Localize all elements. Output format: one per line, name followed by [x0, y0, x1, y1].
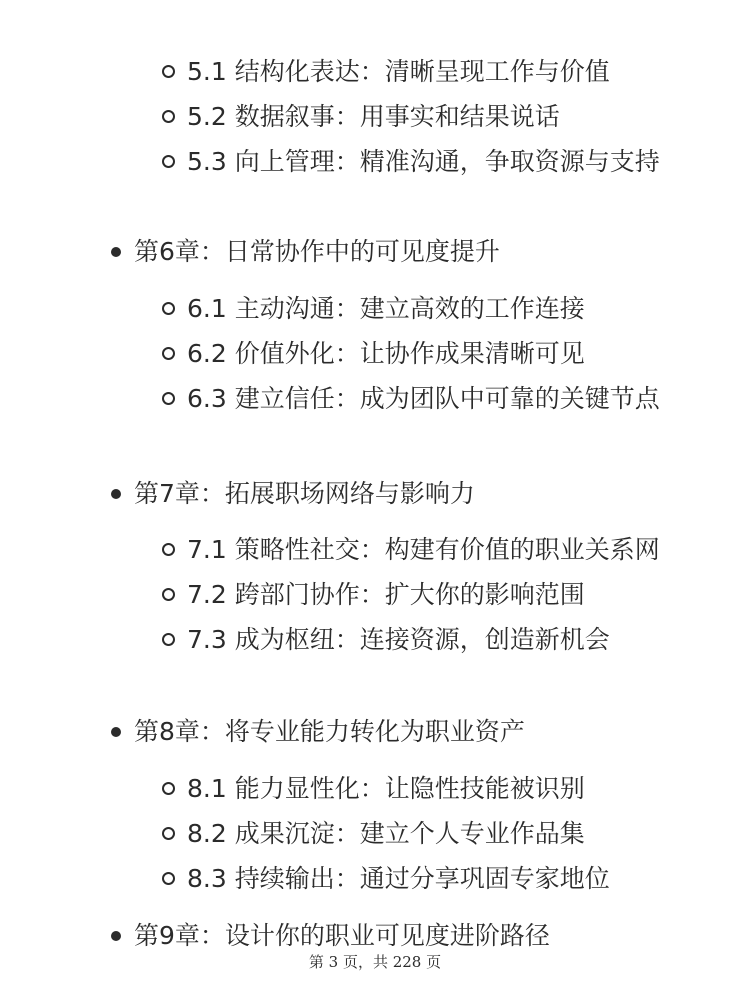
- hollow-bullet-icon: [162, 155, 175, 168]
- subsection-title: 8.1 能力显性化：让隐性技能被识别: [187, 774, 585, 803]
- subsection-title: 5.2 数据叙事：用事实和结果说话: [187, 102, 560, 131]
- list-item: [0, 813, 667, 854]
- list-item: [0, 529, 667, 570]
- filled-bullet-icon: [111, 727, 121, 737]
- list-item: [0, 51, 667, 92]
- hollow-bullet-icon: [162, 347, 175, 360]
- chapter-title: 第9章：设计你的职业可见度进阶路径: [134, 921, 550, 950]
- hollow-bullet-icon: [162, 588, 175, 601]
- subsection-list: [0, 51, 750, 186]
- list-item: [0, 96, 667, 137]
- subsection-title: 6.3 建立信任：成为团队中可靠的关键节点: [187, 384, 660, 413]
- hollow-bullet-icon: [162, 302, 175, 315]
- subsection-title: 5.3 向上管理：精准沟通，争取资源与支持: [187, 147, 660, 176]
- list-item: [0, 574, 667, 615]
- subsection-list: [0, 288, 750, 423]
- hollow-bullet-icon: [162, 633, 175, 646]
- hollow-bullet-icon: [162, 827, 175, 840]
- hollow-bullet-icon: [162, 872, 175, 885]
- subsection-title: 7.2 跨部门协作：扩大你的影响范围: [187, 580, 585, 609]
- list-item: [0, 141, 667, 182]
- chapter-title: 第8章：将专业能力转化为职业资产: [134, 717, 525, 746]
- subsection-title: 8.2 成果沉淀：建立个人专业作品集: [187, 819, 585, 848]
- list-item: [0, 768, 667, 809]
- chapter-title: 第7章：拓展职场网络与影响力: [134, 479, 475, 508]
- list-item: [0, 333, 667, 374]
- hollow-bullet-icon: [162, 65, 175, 78]
- filled-bullet-icon: [111, 931, 121, 941]
- hollow-bullet-icon: [162, 782, 175, 795]
- filled-bullet-icon: [111, 489, 121, 499]
- subsection-title: 8.3 持续输出：通过分享巩固专家地位: [187, 864, 610, 893]
- subsection-title: 6.1 主动沟通：建立高效的工作连接: [187, 294, 585, 323]
- list-item: [0, 858, 667, 899]
- chapter-title: 第6章：日常协作中的可见度提升: [134, 237, 500, 266]
- subsection-title: 7.1 策略性社交：构建有价值的职业关系网: [187, 535, 660, 564]
- list-item: [0, 378, 667, 419]
- hollow-bullet-icon: [162, 392, 175, 405]
- subsection-list: [0, 768, 750, 903]
- page-footer: 第 3 页，共 228 页: [308, 953, 442, 971]
- subsection-list: [0, 529, 750, 664]
- hollow-bullet-icon: [162, 110, 175, 123]
- subsection-title: 7.3 成为枢纽：连接资源，创造新机会: [187, 625, 610, 654]
- filled-bullet-icon: [111, 247, 121, 257]
- list-item: [0, 288, 667, 329]
- hollow-bullet-icon: [162, 543, 175, 556]
- subsection-title: 5.1 结构化表达：清晰呈现工作与价值: [187, 57, 610, 86]
- subsection-title: 6.2 价值外化：让协作成果清晰可见: [187, 339, 585, 368]
- list-item: [0, 619, 667, 660]
